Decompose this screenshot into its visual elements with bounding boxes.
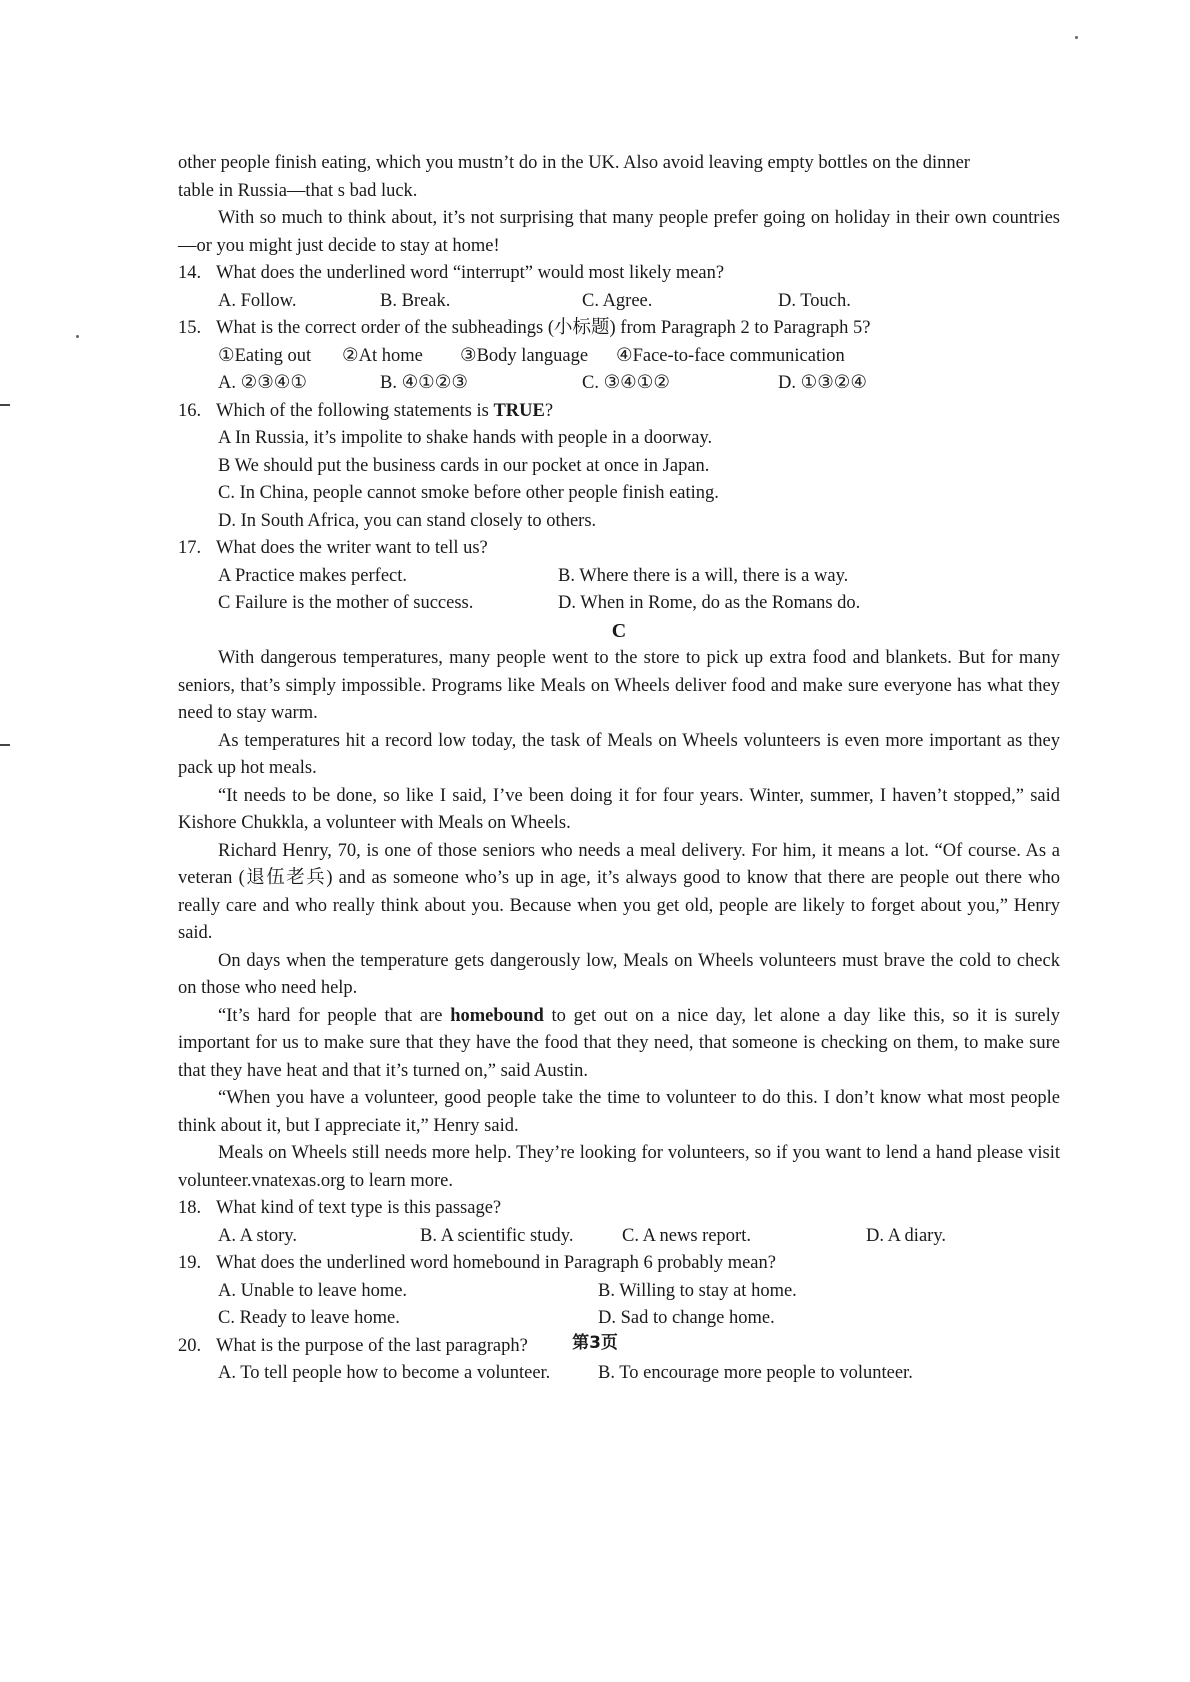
question-text-end: ? bbox=[544, 400, 554, 421]
option-c[interactable]: C. Agree. bbox=[582, 290, 653, 311]
answer-options bbox=[178, 288, 1060, 316]
passage-paragraph: As temperatures hit a record low today, the task of Meals on Wheels volunteers is even more important as they pack up hot meals. bbox=[178, 730, 1060, 778]
option-d[interactable]: D. In South Africa, you can stand closely to others. bbox=[218, 510, 597, 531]
scan-dot bbox=[1075, 36, 1078, 39]
option-d[interactable]: D. ①③②④ bbox=[778, 373, 867, 393]
option-d[interactable]: D. Touch. bbox=[778, 290, 851, 311]
option-b[interactable]: B. Where there is a will, there is a way. bbox=[558, 565, 849, 586]
question-number: 14. bbox=[178, 263, 202, 283]
question-text: What does the underlined word “interrupt” would most likely mean? bbox=[216, 263, 725, 283]
page-number: 第3页 bbox=[572, 1333, 618, 1353]
question-text: What does the underlined word homebound in Paragraph 6 probably mean? bbox=[216, 1253, 776, 1273]
option-a[interactable]: A. A story. bbox=[218, 1225, 297, 1246]
option-c[interactable]: C. ③④①② bbox=[582, 373, 670, 393]
question-number: 19. bbox=[178, 1253, 202, 1273]
option-d[interactable]: D. Sad to change home. bbox=[598, 1308, 775, 1328]
passage-paragraph: “It needs to be done, so like I said, I’ve been doing it for four years. Winter, summer, I haven’t stopped,” said Kishore Chukkla, a volunteer with Meals on Wheels. bbox=[178, 785, 1060, 833]
section-heading: C bbox=[611, 619, 627, 642]
answer-options bbox=[178, 425, 1060, 535]
subheading-item: ③Body language bbox=[460, 345, 589, 366]
question-14 bbox=[178, 260, 1060, 315]
question-text: What is the purpose of the last paragraph? bbox=[216, 1335, 528, 1356]
question-17 bbox=[178, 535, 1060, 618]
closing-paragraph: With so much to think about, it’s not surprising that many people prefer going on holiday in their own countries—or you might just decide to stay at home! bbox=[178, 208, 1060, 256]
option-b[interactable]: B We should put the business cards in our pocket at once in Japan. bbox=[218, 455, 710, 476]
option-b[interactable]: B. A scientific study. bbox=[420, 1225, 574, 1246]
passage-paragraph bbox=[178, 1003, 1060, 1086]
question-18 bbox=[178, 1195, 1060, 1250]
option-a[interactable]: A. Unable to leave home. bbox=[218, 1280, 408, 1301]
option-b[interactable]: B. ④①②③ bbox=[380, 373, 468, 393]
question-number: 17. bbox=[178, 538, 202, 558]
option-c[interactable]: C Failure is the mother of success. bbox=[218, 593, 474, 613]
answer-options-row-1 bbox=[178, 563, 1060, 591]
margin-mark-bottom bbox=[0, 744, 10, 746]
question-text: What kind of text type is this passage? bbox=[216, 1198, 502, 1218]
answer-options-row-2 bbox=[178, 590, 1060, 618]
scan-dot bbox=[76, 335, 79, 338]
subheading-item: ④Face-to-face communication bbox=[616, 345, 845, 366]
subheading-list bbox=[178, 343, 1060, 371]
answer-options bbox=[178, 1223, 1060, 1251]
option-c[interactable]: C. In China, people cannot smoke before other people finish eating. bbox=[218, 483, 719, 503]
option-d[interactable]: D. When in Rome, do as the Romans do. bbox=[558, 593, 861, 613]
option-a[interactable]: A Practice makes perfect. bbox=[218, 565, 408, 586]
subheading-item: ①Eating out bbox=[218, 345, 312, 366]
question-emphasis: TRUE bbox=[493, 400, 545, 421]
continued-line-1: other people finish eating, which you mustn’t do in the UK. Also avoid leaving empty bottles on the dinner bbox=[178, 153, 970, 173]
question-number: 16. bbox=[178, 400, 202, 421]
passage-paragraph: Meals on Wheels still needs more help. They’re looking for volunteers, so if you want to lend a hand please visit volunteer.vnatexas.org to learn more. bbox=[178, 1143, 1060, 1191]
option-c[interactable]: C. Ready to leave home. bbox=[218, 1308, 400, 1328]
option-a[interactable]: A. To tell people how to become a volunteer. bbox=[218, 1363, 551, 1383]
answer-options-row-1 bbox=[178, 1278, 1060, 1306]
passage-paragraph: Richard Henry, 70, is one of those seniors who needs a meal delivery. For him, it means a lot. “Of course. As a veteran (退伍老兵) and as someone who’s up in age, it’s always good to know that there are people out there who really care and who really think about you. Because when you get old, people are likely to forget about you,” Henry said. bbox=[178, 840, 1060, 943]
option-a[interactable]: A. ②③④① bbox=[218, 373, 307, 393]
option-b[interactable]: B. Willing to stay at home. bbox=[598, 1280, 797, 1301]
paragraph-text: “It’s hard for people that are bbox=[218, 1005, 451, 1026]
highlighted-word: homebound bbox=[450, 1005, 544, 1026]
question-number: 18. bbox=[178, 1198, 202, 1218]
answer-options-row-1 bbox=[178, 1360, 1060, 1388]
exam-page bbox=[178, 150, 1060, 1388]
paragraph-text: to get out on a nice day, let alone a day like this, so it is surely important for us to make sure that they have the food that they need, that someone is checking on them, to make sure that they have heat and that it’s turned on,” said Austin. bbox=[178, 1005, 1061, 1081]
question-number: 20. bbox=[178, 1335, 202, 1356]
continued-line-2: table in Russia—that s bad luck. bbox=[178, 180, 418, 201]
option-c[interactable]: C. A news report. bbox=[622, 1225, 751, 1246]
option-b[interactable]: B. Break. bbox=[380, 290, 451, 311]
passage-paragraph: “When you have a volunteer, good people take the time to volunteer to do this. I don’t know what most people think about it, but I appreciate it,” Henry said. bbox=[178, 1088, 1060, 1136]
question-19 bbox=[178, 1250, 1060, 1333]
question-number: 15. bbox=[178, 318, 202, 338]
option-b[interactable]: B. To encourage more people to volunteer. bbox=[598, 1363, 913, 1383]
passage-paragraph: On days when the temperature gets dangerously low, Meals on Wheels volunteers must brave the cold to check on those who need help. bbox=[178, 950, 1060, 998]
question-text: What is the correct order of the subheadings (小标题) from Paragraph 2 to Paragraph 5? bbox=[216, 318, 871, 338]
question-text: Which of the following statements is bbox=[216, 400, 494, 421]
question-16 bbox=[178, 398, 1060, 536]
option-a[interactable]: A In Russia, it’s impolite to shake hands with people in a doorway. bbox=[218, 428, 713, 448]
option-d[interactable]: D. A diary. bbox=[866, 1225, 946, 1246]
question-15 bbox=[178, 315, 1060, 398]
option-a[interactable]: A. Follow. bbox=[218, 290, 297, 311]
passage-paragraph: With dangerous temperatures, many people went to the store to pick up extra food and blankets. But for many seniors, that’s simply impossible. Programs like Meals on Wheels deliver food and make sure everyone has what they need to stay warm. bbox=[178, 648, 1060, 723]
margin-mark-top bbox=[0, 404, 10, 406]
question-text: What does the writer want to tell us? bbox=[216, 538, 488, 558]
answer-options bbox=[178, 370, 1060, 398]
subheading-item: ②At home bbox=[342, 345, 423, 366]
